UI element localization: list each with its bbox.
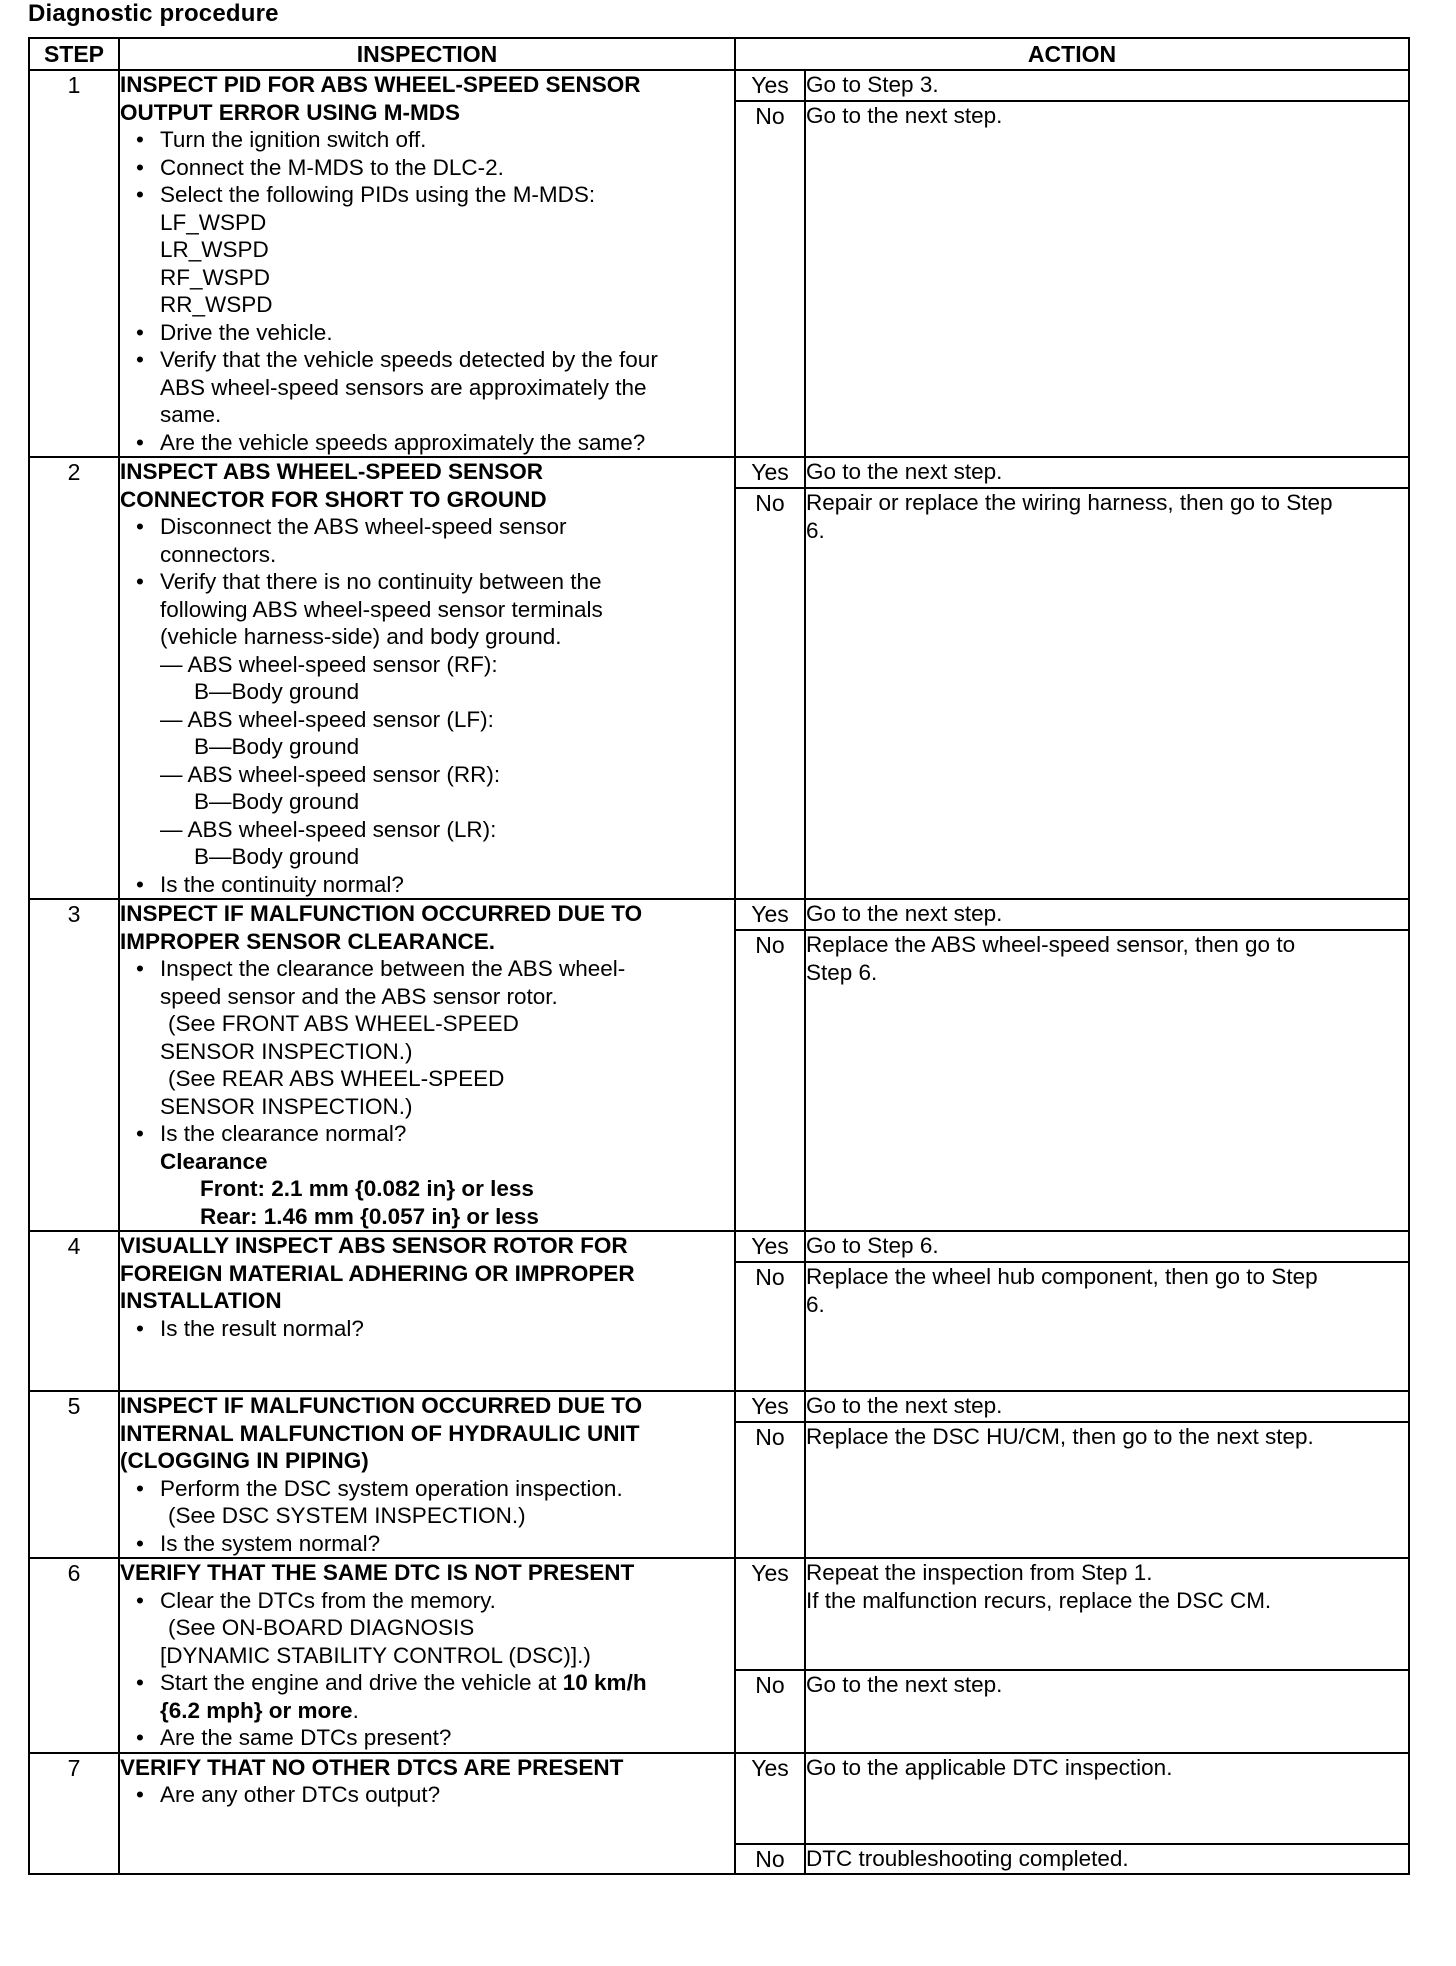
pid-name: LR_WSPD	[160, 237, 269, 262]
step-number: 6	[29, 1558, 119, 1753]
sensor-name: — ABS wheel-speed sensor (LF):	[160, 706, 494, 732]
step-3-yes-row	[29, 899, 1409, 930]
step-title-line: INSPECT PID FOR ABS WHEEL-SPEED SENSOR	[120, 72, 641, 97]
no-label: No	[735, 1422, 805, 1558]
inspection-bullet: • Is the result normal?	[160, 1315, 734, 1343]
header-action: ACTION	[735, 38, 1409, 70]
bullet-text: • Verify that there is no continuity between the	[160, 569, 602, 594]
yes-label: Yes	[735, 1558, 805, 1670]
step-3-inspection	[119, 899, 735, 1231]
inspection-bullet	[160, 1587, 734, 1670]
action-line: 6.	[806, 517, 825, 543]
bullet-text: • Clear the DTCs from the memory.	[160, 1587, 496, 1613]
step-6-yes-row	[29, 1558, 1409, 1670]
no-action	[805, 930, 1409, 1231]
sensor-name: — ABS wheel-speed sensor (RR):	[160, 761, 501, 787]
step-5-inspection	[119, 1391, 735, 1558]
yes-label: Yes	[735, 1231, 805, 1262]
no-label: No	[735, 1844, 805, 1874]
inspection-bullet: • Are any other DTCs output?	[160, 1781, 734, 1809]
yes-action: Go to Step 3.	[805, 70, 1409, 101]
inspection-bullet: • Is the system normal?	[160, 1530, 734, 1558]
no-label: No	[735, 1670, 805, 1753]
yes-action: Go to the next step.	[805, 457, 1409, 488]
inspection-bullet: • Is the continuity normal?	[160, 871, 734, 899]
step-title-line: IMPROPER SENSOR CLEARANCE.	[120, 928, 496, 954]
step-number: 2	[29, 457, 119, 899]
clearance-front: Front: 2.1 mm {0.082 in} or less	[200, 1176, 534, 1201]
pid-name: RF_WSPD	[160, 264, 271, 290]
yes-label: Yes	[735, 70, 805, 101]
step-title-line: INSPECT IF MALFUNCTION OCCURRED DUE TO	[120, 1393, 643, 1418]
reference-text: SENSOR INSPECTION.)	[160, 1093, 413, 1119]
action-line: Repair or replace the wiring harness, then go to Step	[806, 490, 1333, 515]
bullet-text: following ABS wheel-speed sensor terminals	[160, 596, 603, 622]
yes-label: Yes	[735, 1753, 805, 1844]
yes-label: Yes	[735, 1391, 805, 1422]
step-title-line: INSTALLATION	[120, 1288, 282, 1313]
sensor-terminal: B—Body ground	[194, 734, 360, 759]
yes-action: Go to the next step.	[805, 899, 1409, 930]
bullet-text: • Select the following PIDs using the M-MDS:	[160, 182, 596, 207]
sensor-terminal: B—Body ground	[194, 679, 360, 704]
reference-text: SENSOR INSPECTION.)	[160, 1038, 413, 1064]
step-4-yes-row	[29, 1231, 1409, 1262]
page-title: Diagnostic procedure	[28, 0, 279, 27]
step-number: 7	[29, 1753, 119, 1874]
no-action	[805, 1262, 1409, 1391]
no-action: Replace the DSC HU/CM, then go to the next step.	[805, 1422, 1409, 1558]
no-label: No	[735, 101, 805, 457]
clearance-rear: Rear: 1.46 mm {0.057 in} or less	[200, 1203, 539, 1229]
step-4-inspection	[119, 1231, 735, 1391]
sensor-name: — ABS wheel-speed sensor (RF):	[160, 651, 498, 677]
inspection-bullet	[160, 346, 734, 429]
step-2-yes-row	[29, 457, 1409, 488]
bullet-text: (vehicle harness-side) and body ground.	[160, 624, 562, 649]
step-title-line: INTERNAL MALFUNCTION OF HYDRAULIC UNIT	[120, 1420, 640, 1446]
step-number: 3	[29, 899, 119, 1231]
bullet-text: connectors.	[160, 541, 277, 567]
pid-name: RR_WSPD	[160, 292, 273, 317]
action-line: If the malfunction recurs, replace the DSC CM.	[806, 1587, 1272, 1613]
yes-label: Yes	[735, 899, 805, 930]
action-line: Repeat the inspection from Step 1.	[806, 1560, 1153, 1585]
no-action: Go to the next step.	[805, 101, 1409, 457]
no-label: No	[735, 1262, 805, 1391]
reference-text: (See ON-BOARD DIAGNOSIS	[168, 1615, 475, 1640]
inspection-bullet	[160, 1475, 734, 1530]
inspection-bullet	[160, 1669, 734, 1724]
action-line: Replace the wheel hub component, then go to Step	[806, 1264, 1318, 1289]
inspection-bullet	[160, 1120, 734, 1230]
inspection-bullet: • Are the same DTCs present?	[160, 1724, 734, 1752]
bullet-text: Start the engine and drive the vehicle at	[160, 1670, 563, 1695]
step-title-line: VISUALLY INSPECT ABS SENSOR ROTOR FOR	[120, 1233, 628, 1258]
step-7-inspection	[119, 1753, 735, 1874]
step-title-line: VERIFY THAT THE SAME DTC IS NOT PRESENT	[120, 1560, 635, 1585]
pid-name: LF_WSPD	[160, 209, 267, 235]
yes-action: Go to the applicable DTC inspection.	[805, 1753, 1409, 1844]
reference-text: (See DSC SYSTEM INSPECTION.)	[168, 1503, 526, 1528]
step-5-yes-row	[29, 1391, 1409, 1422]
step-7-yes-row	[29, 1753, 1409, 1844]
action-line: Step 6.	[806, 959, 878, 985]
sensor-terminal: B—Body ground	[194, 789, 360, 814]
bullet-text: • Perform the DSC system operation inspection.	[160, 1475, 623, 1501]
step-title-line: INSPECT ABS WHEEL-SPEED SENSOR	[120, 459, 543, 484]
inspection-bullet: • Drive the vehicle.	[160, 319, 734, 347]
step-1-yes-row	[29, 70, 1409, 101]
reference-text: [DYNAMIC STABILITY CONTROL (DSC)].)	[160, 1642, 591, 1668]
step-1-inspection	[119, 70, 735, 457]
bullet-text: • Verify that the vehicle speeds detected by the four	[160, 347, 658, 372]
bullet-text: speed sensor and the ABS sensor rotor.	[160, 983, 558, 1009]
diagnostic-table	[28, 37, 1410, 1875]
inspection-bullet	[160, 568, 734, 871]
bullet-text: same.	[160, 402, 222, 427]
bullet-text: • Inspect the clearance between the ABS wheel-	[160, 956, 626, 981]
no-action: DTC troubleshooting completed.	[805, 1844, 1409, 1874]
inspection-bullet	[160, 513, 734, 568]
reference-text: (See REAR ABS WHEEL-SPEED	[168, 1066, 505, 1091]
clearance-label: Clearance	[160, 1148, 268, 1174]
step-title-line: (CLOGGING IN PIPING)	[120, 1448, 369, 1473]
step-title-line: FOREIGN MATERIAL ADHERING OR IMPROPER	[120, 1260, 635, 1286]
inspection-bullet: • Connect the M-MDS to the DLC-2.	[160, 154, 734, 182]
bullet-text: ABS wheel-speed sensors are approximately the	[160, 374, 647, 400]
step-6-inspection	[119, 1558, 735, 1753]
inspection-bullet	[160, 181, 734, 319]
inspection-bullet: • Turn the ignition switch off.	[160, 126, 734, 154]
no-label: No	[735, 930, 805, 1231]
speed-value-imperial: {6.2 mph} or more	[160, 1697, 353, 1723]
yes-label: Yes	[735, 457, 805, 488]
yes-action: Go to Step 6.	[805, 1231, 1409, 1262]
step-number: 4	[29, 1231, 119, 1391]
header-inspection: INSPECTION	[119, 38, 735, 70]
action-line: 6.	[806, 1291, 825, 1317]
speed-value: 10 km/h	[562, 1670, 647, 1695]
bullet-text: • Is the clearance normal?	[160, 1121, 407, 1146]
no-action	[805, 488, 1409, 899]
step-number: 1	[29, 70, 119, 457]
inspection-bullet: • Are the vehicle speeds approximately the same?	[160, 429, 734, 457]
step-title-line: INSPECT IF MALFUNCTION OCCURRED DUE TO	[120, 901, 643, 926]
sensor-terminal: B—Body ground	[194, 844, 360, 869]
bullet-text: .	[352, 1697, 359, 1723]
step-title-line: CONNECTOR FOR SHORT TO GROUND	[120, 486, 547, 512]
step-2-inspection	[119, 457, 735, 899]
no-action: Go to the next step.	[805, 1670, 1409, 1753]
action-line: Replace the ABS wheel-speed sensor, then go to	[806, 932, 1296, 957]
bullet-text: • Disconnect the ABS wheel-speed sensor	[160, 514, 567, 539]
header-step: STEP	[29, 38, 119, 70]
reference-text: (See FRONT ABS WHEEL-SPEED	[168, 1011, 519, 1036]
inspection-bullet	[160, 955, 734, 1120]
sensor-name: — ABS wheel-speed sensor (LR):	[160, 816, 497, 842]
step-number: 5	[29, 1391, 119, 1558]
step-title-line: OUTPUT ERROR USING M-MDS	[120, 99, 460, 125]
no-label: No	[735, 488, 805, 899]
yes-action	[805, 1558, 1409, 1670]
header-row	[29, 38, 1409, 70]
yes-action: Go to the next step.	[805, 1391, 1409, 1422]
step-title-line: VERIFY THAT NO OTHER DTCS ARE PRESENT	[120, 1754, 624, 1780]
